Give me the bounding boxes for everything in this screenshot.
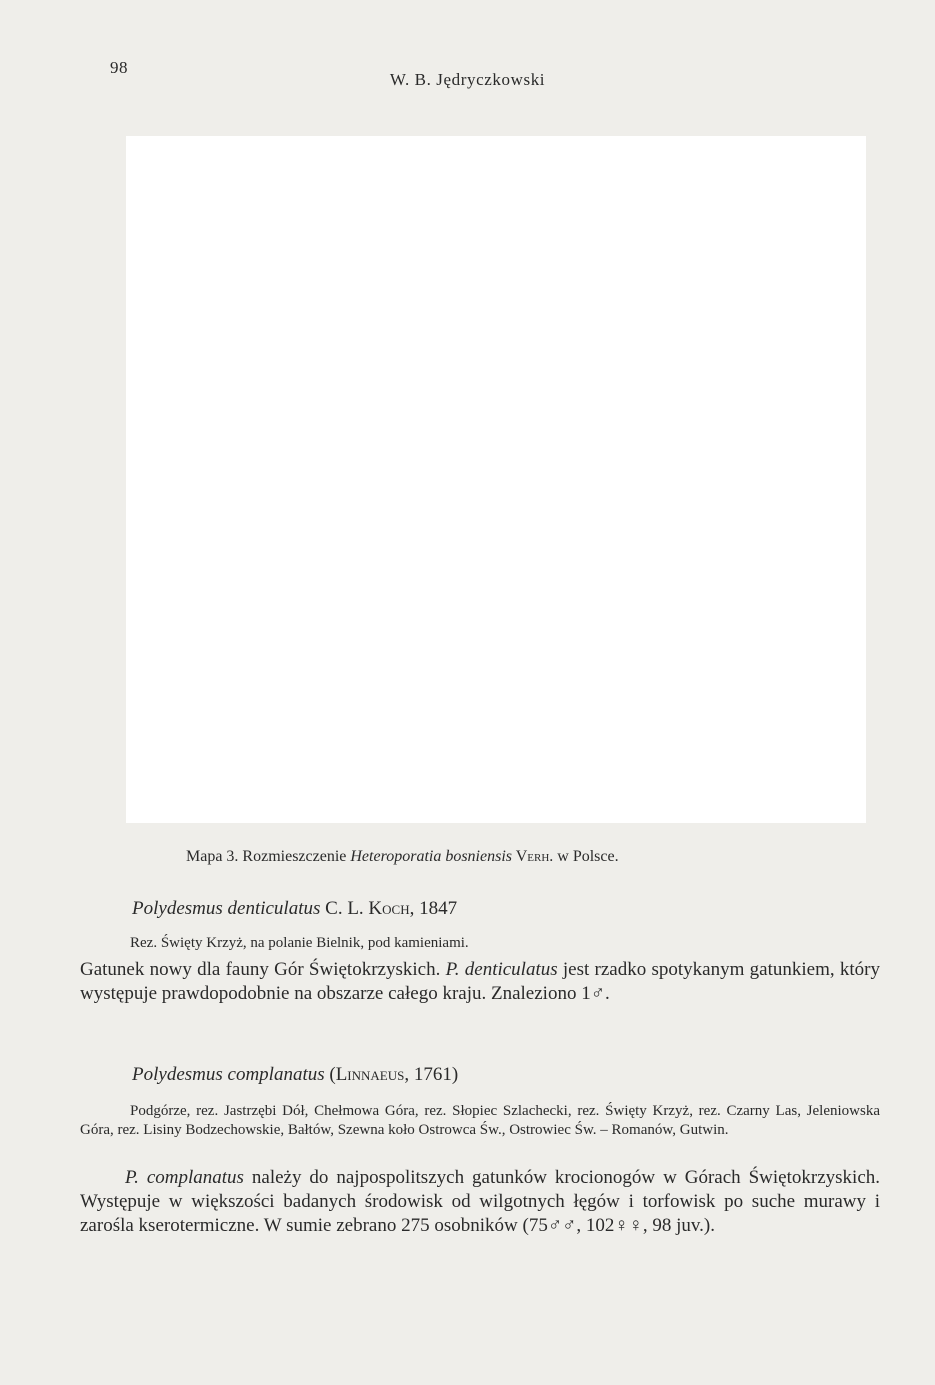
caption-author: Verh. [512,848,554,865]
text-species: P. complanatus [125,1167,244,1188]
caption-prefix: Mapa 3. Rozmieszczenie [186,848,351,865]
species-name: Polydesmus complanatus [132,1064,325,1085]
species-author: (Linnaeus, 1761) [324,1064,459,1085]
map-figure [126,136,866,823]
species-name: Polydesmus denticulatus [132,898,321,919]
paragraph-denticulatus [80,958,880,1006]
page-number: 98 [110,58,128,77]
species-heading-denticulatus [132,898,457,920]
caption-species: Heteroporatia bosniensis [350,848,512,865]
text-part: Gatunek nowy dla fauny Gór Świętokrzyskich. [80,959,446,980]
text-species: P. denticulatus [445,959,558,980]
map-caption [186,848,846,866]
species-author: C. L. Koch, 1847 [320,898,458,919]
text-part: jest rzadko spotykanym gatunkiem, który występuje prawdopodobnie na obszarze całego kraju. Znaleziono 1♂. [80,959,880,1004]
paragraph-complanatus [80,1166,880,1238]
locality-complanatus: Podgórze, rez. Jastrzębi Dół, Chełmowa Góra, rez. Słopiec Szlachecki, rez. Święty Krzyż, rez. Czarny Las, Jeleniowska Góra, rez. Lisiny Bodzechowskie, Bałtów, Szewna koło Ostrowca Św., Ostrowiec Św. – Romanów, Gutwin. [80,1103,880,1138]
text-part: należy do najpospolitszych gatunków krocionogów w Górach Świętokrzyskich. Występuje w większości badanych środowisk od wilgotnych łęgów i torfowisk po suche murawy i zarośla kserotermiczne. W sumie zebrano 275 osobników (75♂♂, 102♀♀, 98 juv.). [80,1167,881,1236]
caption-suffix: w Polsce. [553,848,619,865]
species-heading-complanatus [132,1064,458,1086]
running-head: W. B. Jędryczkowski [389,70,546,89]
locality-denticulatus: Rez. Święty Krzyż, na polanie Bielnik, pod kamieniami. [130,935,469,951]
